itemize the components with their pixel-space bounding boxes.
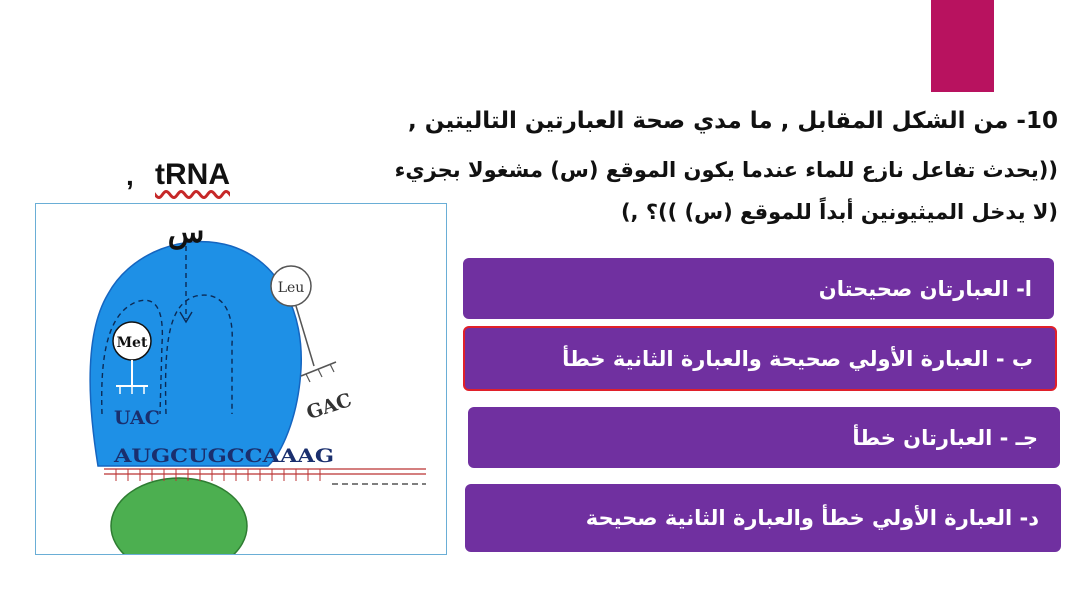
small-subunit: [111, 478, 247, 554]
option-d-label: د- العبارة الأولي خطأ والعبارة الثانية صحيحة: [585, 506, 1039, 530]
option-b-button[interactable]: [463, 326, 1057, 391]
anticodon-uac: UAC: [114, 407, 160, 429]
option-a-button[interactable]: [463, 258, 1054, 319]
option-a-label: ا- العبارتان صحيحتان: [818, 276, 1032, 301]
leu-label: Leu: [277, 280, 305, 296]
option-d-button[interactable]: [465, 484, 1061, 552]
mrna-sequence: AUGCUGCCAAAG: [112, 445, 334, 467]
met-label: Met: [116, 335, 148, 351]
site-label: س: [167, 215, 205, 250]
option-c-button[interactable]: [468, 407, 1060, 468]
option-c-label: جـ - العبارتان خطأ: [852, 425, 1038, 450]
question-line-2: ((يحدث تفاعل نازع للماء عندما يكون الموقع (س) مشغولا بجزيء: [394, 158, 1058, 182]
trna-term: tRNA: [155, 158, 230, 191]
question-comma: ,: [126, 160, 134, 191]
question-line-1: 10- من الشكل المقابل , ما مدي صحة العبارتين التاليتين ,: [408, 108, 1058, 134]
question-line-3: (لا يدخل الميثيونين أبداً للموقع (س) ))؟ ,): [620, 200, 1058, 224]
ribosome-figure: [35, 203, 447, 555]
accent-bar: [931, 0, 994, 92]
option-b-label: ب - العبارة الأولي صحيحة والعبارة الثانية خطأ: [562, 346, 1033, 371]
anticodon-gac: GAC: [303, 389, 355, 425]
